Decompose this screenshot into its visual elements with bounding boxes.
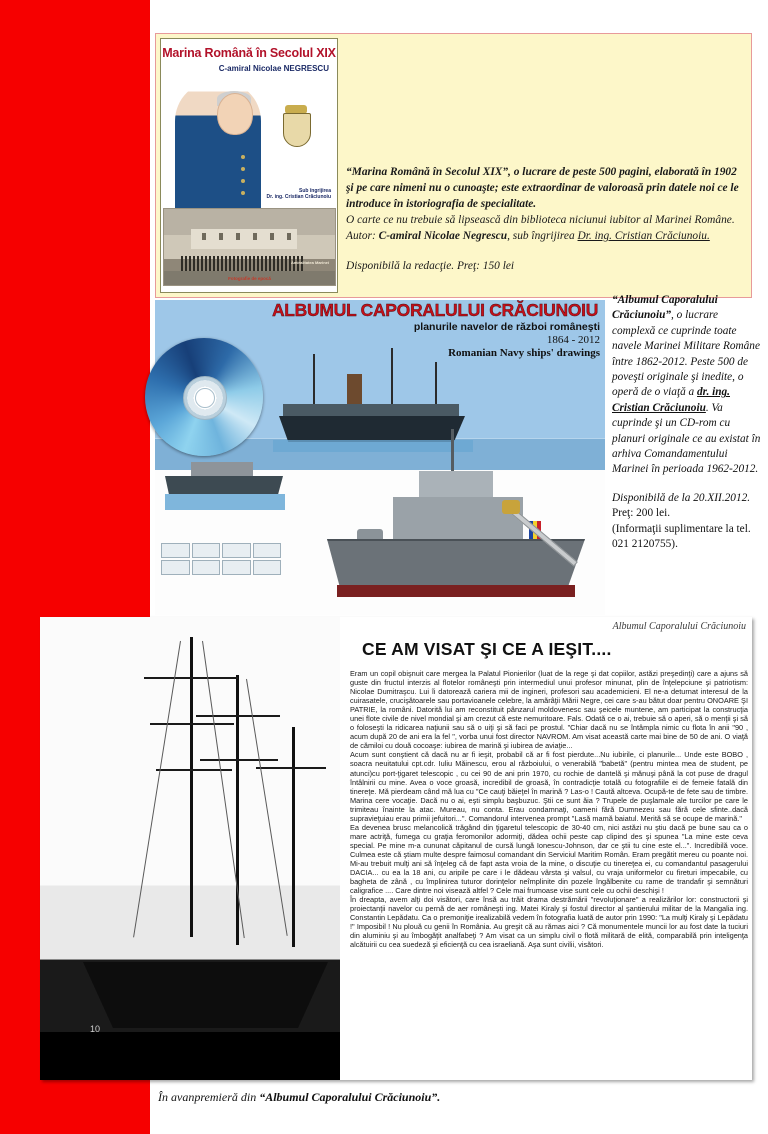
book1-description [346, 164, 741, 274]
book2-availability-2: Preţ: 200 lei. [612, 507, 671, 520]
article-title: CE AM VISAT ŞI CE A IEŞIT.... [362, 639, 612, 659]
book2-subtitle-ro: planurile navelor de război româneşti [413, 321, 600, 333]
ship-plan-thumbnails [161, 543, 281, 575]
book1-panel [155, 33, 752, 298]
admiral-portrait-icon [175, 81, 261, 213]
barge-photo [165, 450, 285, 510]
book1-desc-2: O carte ce nu trebuie să lipsească din biblioteca niciunui iubitor al Marinei Române. [346, 214, 735, 226]
book2-availability-3: (Informaţii suplimentare la tel. 021 2120755). [612, 522, 751, 551]
cd-rom-icon [145, 338, 263, 456]
tall-ship-photo [40, 617, 340, 1080]
cover-photo-caption-2: Amiralitatea Marinei [290, 260, 329, 266]
book1-cover-sub-caption: Sub îngrijirea [299, 188, 331, 194]
book2-subtitle-en: Romanian Navy ships' drawings [448, 347, 600, 359]
book1-author-name: C-amiral Nicolae Negrescu [378, 230, 508, 242]
book2-author-name: dr. ing. Cristian Crăciunoiu [612, 386, 730, 414]
article-paragraph: Ea devenea brusc melancolică trăgând din ţigaretul telescopic de 30-40 cm, nici astăzi nu ştiu dacă pe bune sau ca o mare actriţă, fumega cu graţia feromonilor adormiţi, dădea ochii peste cap clipind des şi spunea "La mine este ceva special. Pe mine m-a cununat căpitanul de cursă lungă Ionescu-Johnson, dar ce ştii tu cine este el...". Incredibilă voce. Culmea este că ştiam multe despre faimosul comandant din Serviciul Maritim Român. Eram pregătit mereu cu poante noi. Mi-au trebuit mulţi ani să înţeleg că de fapt asta vroia de la mine, o discuţie cu tinereţea ei, cu comandantul pasagerului DACIA... cu ea la 18 ani, cu aripile pe care i le dădeau vârsta şi valsul, cu vraja uniformelor cu fireturi impecabile, cu bagheta de zână , cu împlinirea tuturor dorinţelor neîmplinite din pozele îngălbenite cu rame de trandafir şi semnături caligrafice .... Care dintre noi visează altfel ? Cele mai frumoase vise sunt cele cu ochii deschişi ! [350, 822, 748, 896]
book2-title: ALBUMUL CAPORALULUI CRĂCIUNOIU [271, 300, 599, 320]
article-body [350, 669, 748, 1075]
article-paragraph: În dreapta, avem alţi doi visători, care însă au trăit drama destrămării "revoluţionare" a realizărilor lor: constructorii şi proiectanţii navelor cu pernă de aer româneşti ing. Matei Kiraly şi fostul director al şantierului militar de la Mangalia ing. Constantin Lepădatu. Ca o premoniţie irealizabilă vedem în fotografia luată de autor prin 1990: "La mulţi Kiraly şi Lepădatu !" Imposibil ! Nu plouă cu genii în România. Au greşit că au rămas aici ? Că monumentele muncii lor au fost date la tuciuri din aluminiu şi au îmbogăţit analfabeţi ? Am visat ca un simplu civil o flotă militară de elită, comparabilă prin inteligenţa alcătuirii cu cea suedeză şi eficienţă cu cea israeliană. Aşa sunt civilii, visători. [350, 895, 748, 950]
red-margin-block-top [0, 0, 150, 617]
article-header [350, 617, 752, 677]
book1-author-label: Autor: [346, 230, 376, 242]
footer-caption [158, 1090, 718, 1105]
book2-desc-quote: “Albumul Caporalului Crăciunoiu” [612, 294, 718, 322]
book1-availability: Disponibilă la redacţie. Preţ: 150 lei [346, 260, 515, 272]
footer-prefix: În avanpremieră din [158, 1090, 260, 1104]
book2-desc-body-2: . Va cuprinde şi un CD-rom cu planuri originale ce au existat în arhiva Comandamentului Marinei în perioada 1962-2012. [612, 401, 761, 476]
book1-cover-editor-caption: Dr. ing. Cristian Crăciunoiu [266, 194, 331, 200]
book1-desc-lead: “Marina Română în Secolul XIX”, o lucrare de peste 500 pagini, elaborată în 1902 şi pe care nimeni nu o cunoaşte; este extraordinar de valoroasă prin datele noi ce le introduce în istoriografia de specialitate. [346, 166, 739, 210]
naval-crest-icon [277, 103, 315, 153]
footer-book-title: “Albumul Caporalului Crăciunoiu”. [259, 1090, 441, 1104]
portrait-face [217, 93, 253, 135]
shield-icon [283, 113, 311, 147]
naval-sword-icon [500, 496, 604, 600]
book1-cover-title: Marina Română în Secolul XIX [162, 46, 336, 60]
book2-years: 1864 - 2012 [546, 334, 600, 346]
book1-cover-photo [163, 208, 336, 286]
book1-editor-name: Dr. ing. Cristian Crăciunoiu. [577, 230, 710, 242]
article-paragraph: Acum sunt conştient că dacă nu ar fi ieşit, probabil că ar fi fost pierdute...Nu iubirile, ci planurile... Unde este BOBO , soacra neuitatului cpt.cdr. Iuliu Măinescu, erou al războiului, o venerabilă "babetă" (pentru mintea mea de student, pe atunci)cu port-ţigaret telescopic , cu cei 90 de ani prin 1970, cu rochie de dantelă şi mănuşi până la cot puse de dragul întâlnirii cu mine. Avea o voce groasă, incredibil de groasă, în contradicţie totală cu fotografiile ei de femeie fatală din tinereţe. Mă pierdeam când mă lua cu "Ce cauţi băieţel în marină ? Las-o ! Caută altceva. Ocupă-te de fete sau de timbre. Marina cere vocaţie. Dacă nu o ai, eşti simplu başbuzuc. Ştii ce sunt ăia ? Trupele de puşlamale ale turcilor pe care le trimiteau înainte la atac. Mureau, nu conta. Erau condamnaţi, oameni fără Dumnezeu sau fără cele sfinte..dacă supravieţuiau erau primii jefuitori...". Comandorul intervenea prompt "Lasă mamă baiatul. Merită să se ocupe de marină." [350, 750, 748, 823]
book1-cover-image [160, 38, 338, 293]
book1-cover-author: C-amiral Nicolae NEGRESCU [218, 64, 329, 73]
article-paragraph: Eram un copil obişnuit care mergea la Palatul Pionierilor (luat de la rege şi dat copiilor, astăzi preşedinţi) care a ajuns să guste din fructul interzis al flotelor româneşti prin intermediul unui profesor minunat, plin de înţelepciune şi patriotism: Nicolae Dumitraşcu. Lui îi datorează cariera mii de ingineri, profesori sau academicieni. El ne-a deturnat interesul de la cuirasatele, crucişătoarele sau portavioanele celebre, la amărâţii Mării Negre, cei care s-au bătut doar pentru ONOARE ŞI PATRIE, la români. Datorită lui am reconstituit pânzarul moldovenesc sau şeicele muntene, am participat la construcţia unei flote civile de nivel mondial şi am crezut că este nemuritoare. Fals. Odată ce o ai, trebuie să o aperi, să o menţii şi să o foloseşti la ridicarea naţiunii sau să o uiţi şi să faci pe prostul. "Chiar dacă nu se întâmpla nimic cu flota în anii "90 , acum după 20 de ani era la fel ", vorba unui fost director NAVROM. Am visat această carte mai bine de 50 de ani. O viaţă de cămiloi cu două cocoaşe: iubirea de marină şi iubirea de aviaţie... [350, 669, 748, 751]
book2-availability-1: Disponibilă de la 20.XII.2012. [612, 491, 751, 504]
article-panel [40, 617, 752, 1080]
book2-description [612, 293, 762, 553]
article-kicker: Albumul Caporalului Crăciunoiu [612, 621, 746, 632]
cover-photo-caption: Fotografie de epocă [228, 276, 271, 281]
page-number: 10 [90, 1024, 101, 1034]
book1-editor-prefix: , sub îngrijirea [507, 230, 578, 242]
book2-desc-body: , o lucrare complexă ce cuprinde toate navele Marinei Militare Române între 1862-2012. Peste 500 de poveşti originale şi inedite, o operă de o viaţă a [612, 309, 760, 399]
book2-panel [155, 300, 605, 615]
